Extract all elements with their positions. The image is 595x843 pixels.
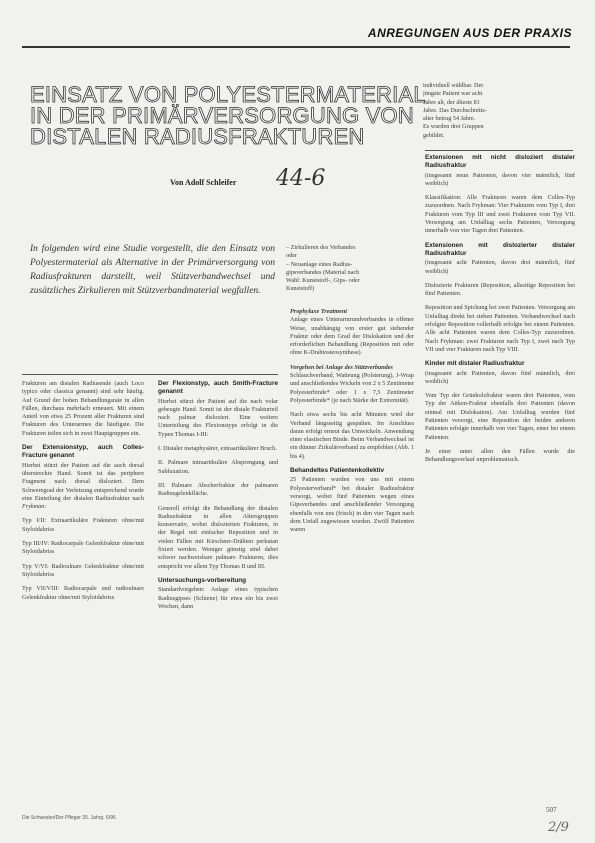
article-title bbox=[30, 82, 426, 149]
list-item: Typ III/IV: Radiocarpale Gelenkfraktur ohne/mit Styloidabriss bbox=[22, 540, 144, 556]
paragraph: 25 Patienten wurden von uns mit einem Polyesterverband* bei distaler Radiusfraktur versorgt, wobei fünf Patienten wegen eines Gipsverbandes und anschließender Versorgung ebenfalls von uns (frisch) in den vier Tagen nach dem Unfall zugewiesen wurden. Zwölf Patienten waren bbox=[290, 476, 414, 534]
paragraph bbox=[22, 462, 144, 512]
text-line: individuell wählbar. Der bbox=[423, 82, 484, 89]
top-right-text bbox=[423, 82, 573, 144]
text-line: gipsverbandes (Material nach bbox=[286, 268, 360, 276]
text-line: alter betrug 54 Jahre. bbox=[423, 115, 476, 123]
paragraph: Standardvorgehen: Anlage eines typischen Radiusgipses (Schiene) für etwa ein bis zwei Wochen, dann bbox=[158, 586, 278, 610]
text-line: – Zirkulieren des Verbandes bbox=[286, 244, 356, 251]
lead-paragraph bbox=[30, 242, 275, 298]
paragraph: (insgesamt acht Patienten, davon drei männlich, fünf weiblich) bbox=[425, 259, 575, 275]
paragraph: (insgesamt acht Patienten, davon fünf männlich, drei weiblich) bbox=[425, 369, 575, 385]
paragraph: Nach etwa sechs bis acht Minuten wird der Verband längsseitig gespalten. Im Anschluss daran erfolgt erneut das Umwickeln. Anwendung einer elastischen Binde. Beim Verbandwechsel ist ein dünner Zirkulärverband zu empfehlen (Abb. 1 bis 4). bbox=[290, 411, 414, 460]
paragraph: Vom Typ der Grünholzfraktur waren drei Patienten, vom Typ der Aitken-Fraktur ebenfalls drei Patienten (davon einmal mit Dislokation). Am Unfalltag wurden fünf Patienten versorgt, eine Reposition der beiden anderen Patienten erfolgte innerhalb von vier Tagen, einer bei einem Patienten. bbox=[425, 392, 575, 441]
text-line: Jahre alt, der älteste 81 bbox=[423, 98, 480, 106]
text-line: gebildet. bbox=[423, 131, 445, 139]
footer-source: Die Schwester/Der Pfleger 35. Jahrg. 6/96 bbox=[22, 815, 116, 821]
paragraph: Anlage eines Unterarmrundverbandes in offener Weise, unabhängig von erster gut stehender Fraktur oder dem Grad der Dislokation und der erforderlichen Behandlung (Reposition mit oder ohne K-Drahtosteosynthese). bbox=[290, 316, 414, 357]
paragraph: Reposition und Spickung bei zwei Patienten. Versorgung am Unfalltag direkt bei sieben Patienten. Verbandwechsel nach erfolgter Reposition vollerhalb erfolgte bei einem Patienten. Alle acht Patienten waren dem Colles-Typ zuzuordnen. Nach Frykman: zwei Frakturen nach Typ I, zwei nach Typ VII und vier Frakturen nach Typ VIII. bbox=[425, 304, 575, 353]
section-heading: Der Extensionstyp, auch Colles-Fracture genannt bbox=[22, 444, 144, 460]
text-line: Es wurden drei Gruppen bbox=[423, 123, 484, 131]
column-1 bbox=[22, 380, 144, 805]
column-rule bbox=[425, 150, 573, 151]
handwritten-note: 44-6 bbox=[276, 166, 326, 191]
paragraph: Hierbei stürzt der Patient auf die nach volar gebeugte Hand. Somit ist der distale Frakturteil nach palmar disloziert. Eine weitere Unterteilung des Flexionstyps erfolgt in die Typen Thomas I-III: bbox=[158, 397, 278, 438]
list-item: I. Distaler metaphysärer, extraartikulärer Bruch. bbox=[158, 445, 277, 453]
text-line: oder bbox=[286, 252, 297, 260]
column-2 bbox=[158, 380, 278, 805]
paragraph: Dislozierte Frakturen (Reposition, allseitige Reposition bei fünf Patienten. bbox=[425, 281, 575, 298]
text-line: Jahre. Das Durchschnitts- bbox=[423, 106, 487, 114]
section-heading: Der Flexionstyp, auch Smith-Fracture genannt bbox=[158, 380, 278, 396]
title-line: DISTALEN RADIUSFRAKTUREN bbox=[30, 124, 365, 149]
hanging-list bbox=[286, 244, 414, 304]
list-item: Typ V/VI: Radioulnare Gelenkfraktur ohne/mit Styloidabriss bbox=[22, 562, 144, 578]
subheading: Prophylaxe Treatment bbox=[290, 308, 347, 315]
text-line: – Neuanlage eines Radius- bbox=[286, 260, 353, 268]
paragraph: Generell erfolgt die Behandlung der distalen Radiusfraktur in allen Altersgruppen konservativ, wobei dislozierten Frakturen, in der Regel mit einfacher Reposition und in vielen Fällen mit Kirschner-Drähten perkutan fixiert werden. Weniger günstig sind dabei schwer nachweisbare palmare Frakturen, dies entspricht vor allem Typ Thomas II und III. bbox=[158, 504, 278, 570]
header-rule bbox=[22, 46, 570, 48]
section-heading: Untersuchungs-vorbereitung bbox=[158, 576, 247, 584]
paragraph: Klassifikation: Alle Frakturen waren dem Colles-Typ zuzuordnen. Nach Frykman: Vier Frakturen vom Typ I, drei Frakturen vom Typ III und zwei Frakturen vom Typ VII. Versorgung am Unfalltag sechs Patienten, Versorgung innerhalb von vier Tagen drei Patienten. bbox=[425, 194, 575, 235]
title-line: EINSATZ VON POLYESTERMATERIAL bbox=[30, 82, 426, 107]
list-item: Typ VII/VIII: Radiocarpale und radioulnare Gelenkfraktur ohne/mit Styloidabriss bbox=[22, 585, 144, 601]
byline: Von Adolf Schleifer bbox=[170, 178, 237, 187]
section-heading: Extensionen mit dislozierter distaler Radiusfraktur bbox=[425, 241, 575, 257]
section-heading: Kinder mit distaler Radiusfraktur bbox=[425, 360, 525, 368]
text: Hierbei stürzt der Patient auf die auch dorsal überstreckte Hand. Somit ist das periphere Fragment nach dorsal disloziert. Dem Schweregrad der Verletzung entsprechend wurde eine Einteilung der distalen Radiusfraktur nach bbox=[22, 461, 144, 502]
paragraph: Schlauchverband, Watteung (Polsterung), J-Wrap und anschließendes Wickeln von 2 x 5 Zentimeter Polyesterbinde* oder 1 x 7,5 Zentimeter Polyesterbinde* (je nach Stärke der Extremität). bbox=[290, 372, 414, 404]
text-line: Wahl: Kunststoff-, Gips- oder bbox=[286, 277, 360, 285]
column-4 bbox=[425, 154, 575, 806]
paragraph: (insgesamt neun Patienten, davon vier männlich, fünf weiblich) bbox=[425, 171, 575, 187]
title-line: IN DER PRIMÄRVERSORGUNG VON bbox=[30, 103, 414, 128]
section-heading: Extensionen mit nicht disloziert distaler Radiusfraktur bbox=[425, 154, 575, 170]
page-number: 507 bbox=[546, 806, 557, 814]
list-item: Typ I/II: Extraartikuläre Frakturen ohne/mit Styloidabriss bbox=[22, 517, 144, 533]
column-rule bbox=[22, 374, 278, 375]
list-item: II. Palmare intraartikuläre Absprengung und Subluxation. bbox=[158, 459, 278, 475]
subheading: Vorgehen bei Anlage des Stützverbandes bbox=[290, 363, 393, 371]
text-line: Kunststoff) bbox=[286, 285, 315, 293]
list-item: III. Palmare Abscherfraktur der palmaren Radiusgelenkfläche. bbox=[158, 481, 278, 498]
lead-text: In folgenden wird eine Studie vorgestellt, die den Einsatz von Polyestermaterial als Alternative in der Primärversorgung von Radiusfrakturen darstellt, weil Stützverbandwechsel und zusätzliches Zirkulieren mit Stützverbandmaterial wegfallen. bbox=[30, 244, 275, 296]
column-3 bbox=[290, 308, 414, 813]
section-heading: Behandeltes Patientenkollektiv bbox=[290, 467, 385, 475]
text-line: jüngste Patient war acht bbox=[423, 90, 483, 98]
paragraph: Je einer unter allen den Fällen wurde die Behandlungsverlauf unproblematisch. bbox=[425, 447, 575, 464]
paragraph: Frakturen am distalen Radiusende (auch Loco typico oder classica genannt) sind sehr häufig. Auf Grund der hohen Behandlungsrate in allen Fällen, durchaus mehrfach erneuert. Mit einem Anteil von etwa 25 Prozent aller Frakturen sind Frakturen des Unterarmes die häufigste. Die Frakturen teilen sich in zwei Hauptgruppen ein. bbox=[22, 380, 144, 437]
text: Frykman: bbox=[22, 503, 47, 511]
section-header: ANREGUNGEN AUS DER PRAXIS bbox=[367, 26, 572, 40]
pencil-note: 2/9 bbox=[548, 820, 569, 835]
